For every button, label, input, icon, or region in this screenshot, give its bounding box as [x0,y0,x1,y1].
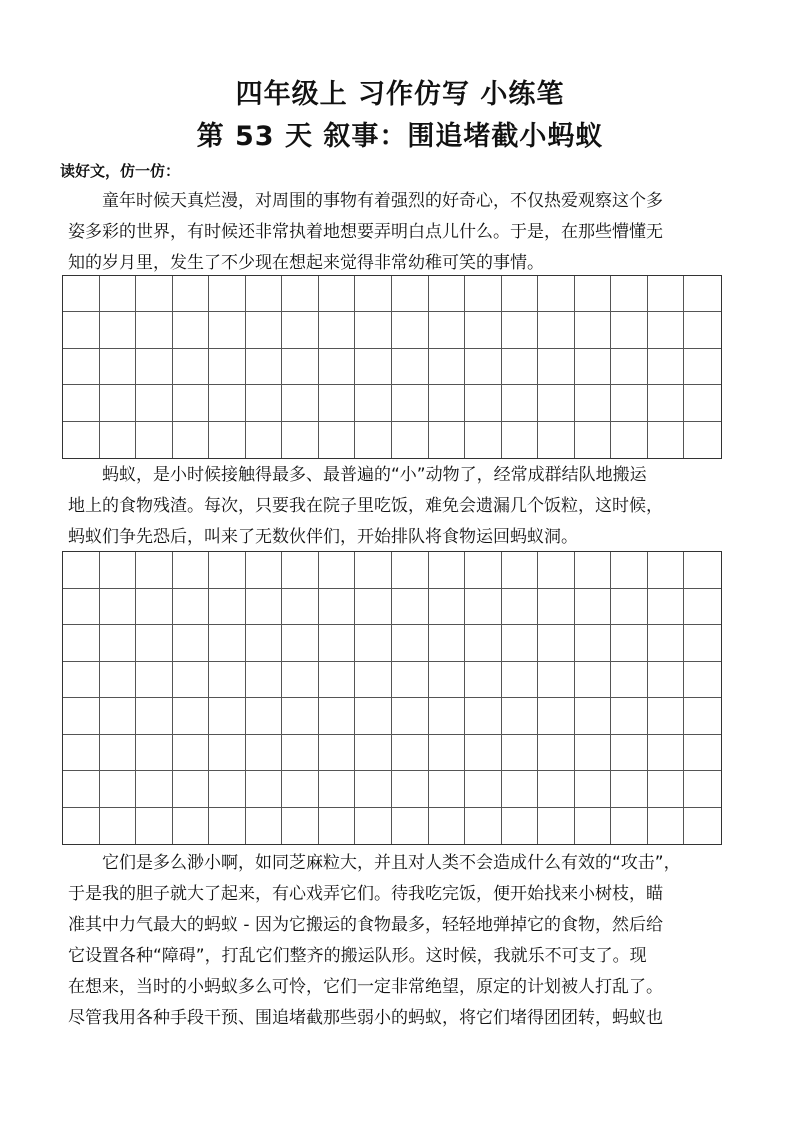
grid-cell[interactable] [246,385,283,421]
grid-cell[interactable] [648,422,685,458]
grid-cell[interactable] [173,771,210,808]
grid-cell[interactable] [63,552,100,589]
paragraph-line: 知的岁月里，发生了不少现在想起来觉得非常幼稚可笑的事情。 [68,253,544,273]
grid-cell[interactable] [502,422,539,458]
grid-cell[interactable] [465,698,502,735]
grid-cell[interactable] [611,625,648,662]
paragraph-line: 蚂蚁们争先恐后，叫来了无数伙伴们，开始排队将食物运回蚂蚁洞。 [68,527,578,547]
grid-cell[interactable] [684,422,721,458]
grid-cell[interactable] [63,422,100,458]
grid-cell[interactable] [173,312,210,348]
grid-cell[interactable] [684,625,721,662]
grid-cell[interactable] [465,771,502,808]
grid-cell[interactable] [63,276,100,312]
grid-cell[interactable] [392,662,429,699]
grid-cell[interactable] [502,552,539,589]
grid-cell[interactable] [611,312,648,348]
grid-cell[interactable] [100,735,137,772]
grid-cell[interactable] [100,312,137,348]
grid-cell[interactable] [684,276,721,312]
grid-cell[interactable] [502,735,539,772]
grid-cell[interactable] [173,698,210,735]
grid-cell[interactable] [173,552,210,589]
grid-cell[interactable] [282,698,319,735]
grid-cell[interactable] [282,589,319,626]
grid-cell[interactable] [648,589,685,626]
grid-cell[interactable] [355,422,392,458]
grid-cell[interactable] [429,698,466,735]
grid-cell[interactable] [502,589,539,626]
grid-cell[interactable] [502,385,539,421]
grid-cell[interactable] [684,349,721,385]
grid-cell[interactable] [319,312,356,348]
grid-cell[interactable] [392,771,429,808]
grid-cell[interactable] [648,552,685,589]
grid-cell[interactable] [684,698,721,735]
grid-cell[interactable] [465,589,502,626]
grid-cell[interactable] [429,552,466,589]
paragraph-line: 它们是多么渺小啊，如同芝麻粒大，并且对人类不会造成什么有效的“攻击”， [102,853,681,873]
grid-cell[interactable] [173,808,210,845]
grid-cell[interactable] [282,349,319,385]
paragraph-line: 在想来，当时的小蚂蚁多么可怜，它们一定非常绝望，原定的计划被人打乱了。 [68,977,663,997]
grid-cell[interactable] [575,349,612,385]
grid-cell[interactable] [282,385,319,421]
grid-cell[interactable] [173,625,210,662]
grid-cell[interactable] [465,385,502,421]
grid-cell[interactable] [611,349,648,385]
grid-cell[interactable] [538,698,575,735]
grid-cell[interactable] [355,385,392,421]
grid-cell[interactable] [648,662,685,699]
grid-cell[interactable] [136,735,173,772]
grid-cell[interactable] [63,625,100,662]
grid-cell[interactable] [465,276,502,312]
grid-cell[interactable] [611,808,648,845]
grid-cell[interactable] [502,808,539,845]
grid-cell[interactable] [355,771,392,808]
grid-cell[interactable] [648,735,685,772]
page-title: 四年级上 习作仿写 小练笔 [235,79,565,110]
grid-cell[interactable] [319,552,356,589]
grid-cell[interactable] [355,662,392,699]
grid-cell[interactable] [100,385,137,421]
grid-cell[interactable] [429,589,466,626]
grid-cell[interactable] [63,385,100,421]
grid-cell[interactable] [392,276,429,312]
grid-cell[interactable] [319,589,356,626]
grid-cell[interactable] [575,735,612,772]
grid-cell[interactable] [429,625,466,662]
grid-cell[interactable] [429,735,466,772]
grid-cell[interactable] [319,422,356,458]
grid-cell[interactable] [575,276,612,312]
grid-cell[interactable] [100,662,137,699]
grid-cell[interactable] [392,422,429,458]
grid-cell[interactable] [209,385,246,421]
grid-cell[interactable] [209,625,246,662]
grid-cell[interactable] [392,735,429,772]
grid-cell[interactable] [392,312,429,348]
grid-cell[interactable] [502,312,539,348]
grid-cell[interactable] [465,422,502,458]
grid-cell[interactable] [282,552,319,589]
grid-cell[interactable] [282,808,319,845]
grid-cell[interactable] [355,735,392,772]
grid-cell[interactable] [319,735,356,772]
grid-cell[interactable] [246,312,283,348]
grid-cell[interactable] [502,771,539,808]
grid-cell[interactable] [100,422,137,458]
grid-cell[interactable] [319,662,356,699]
paragraph-line: 尽管我用各种手段干预、围追堵截那些弱小的蚂蚁，将它们堵得团团转，蚂蚁也 [68,1008,663,1028]
grid-cell[interactable] [355,698,392,735]
grid-cell[interactable] [684,735,721,772]
section-label: 读好文，仿一仿： [60,162,181,180]
grid-cell[interactable] [355,312,392,348]
grid-cell[interactable] [538,385,575,421]
grid-cell[interactable] [136,698,173,735]
grid-cell[interactable] [209,552,246,589]
paragraph-line: 姿多彩的世界，有时候还非常执着地想要弄明白点儿什么。于是，在那些懵懂无 [68,222,663,242]
grid-cell[interactable] [209,771,246,808]
grid-cell[interactable] [319,771,356,808]
grid-cell[interactable] [575,625,612,662]
grid-cell[interactable] [282,276,319,312]
grid-cell[interactable] [246,589,283,626]
grid-cell[interactable] [355,808,392,845]
grid-cell[interactable] [282,771,319,808]
grid-cell[interactable] [319,349,356,385]
grid-cell[interactable] [136,385,173,421]
grid-cell[interactable] [136,771,173,808]
grid-cell[interactable] [429,312,466,348]
grid-cell[interactable] [538,662,575,699]
grid-cell[interactable] [648,698,685,735]
grid-cell[interactable] [282,662,319,699]
grid-cell[interactable] [63,698,100,735]
grid-cell[interactable] [173,422,210,458]
grid-cell[interactable] [502,698,539,735]
grid-cell[interactable] [209,808,246,845]
grid-cell[interactable] [465,349,502,385]
grid-cell[interactable] [209,276,246,312]
grid-cell[interactable] [246,662,283,699]
grid-cell[interactable] [465,312,502,348]
grid-cell[interactable] [684,589,721,626]
grid-cell[interactable] [246,625,283,662]
grid-cell[interactable] [611,276,648,312]
grid-cell[interactable] [282,422,319,458]
grid-cell[interactable] [611,385,648,421]
grid-cell[interactable] [173,276,210,312]
grid-cell[interactable] [575,385,612,421]
grid-cell[interactable] [538,771,575,808]
grid-cell[interactable] [538,625,575,662]
grid-cell[interactable] [648,385,685,421]
grid-cell[interactable] [465,808,502,845]
grid-cell[interactable] [502,349,539,385]
grid-cell[interactable] [648,771,685,808]
writing-grid-1[interactable] [62,275,722,459]
grid-cell[interactable] [136,552,173,589]
grid-cell[interactable] [209,422,246,458]
grid-cell[interactable] [611,771,648,808]
grid-cell[interactable] [173,735,210,772]
grid-cell[interactable] [648,276,685,312]
grid-cell[interactable] [246,552,283,589]
grid-cell[interactable] [246,698,283,735]
grid-cell[interactable] [648,349,685,385]
grid-cell[interactable] [100,625,137,662]
grid-cell[interactable] [575,771,612,808]
grid-cell[interactable] [355,625,392,662]
grid-cell[interactable] [209,662,246,699]
grid-cell[interactable] [100,276,137,312]
grid-cell[interactable] [355,589,392,626]
grid-cell[interactable] [136,625,173,662]
grid-cell[interactable] [538,276,575,312]
grid-cell[interactable] [246,808,283,845]
grid-cell[interactable] [429,662,466,699]
grid-cell[interactable] [319,276,356,312]
grid-cell[interactable] [465,735,502,772]
grid-cell[interactable] [392,349,429,385]
writing-grid-2[interactable] [62,551,722,845]
paragraph-line: 于是我的胆子就大了起来，有心戏弄它们。待我吃完饭，便开始找来小树枝，瞄 [68,884,663,904]
grid-cell[interactable] [63,735,100,772]
paragraph-1 [68,186,736,279]
grid-cell[interactable] [136,312,173,348]
grid-cell[interactable] [575,808,612,845]
grid-cell[interactable] [611,552,648,589]
grid-cell[interactable] [611,589,648,626]
grid-cell[interactable] [538,349,575,385]
grid-cell[interactable] [538,735,575,772]
grid-cell[interactable] [100,808,137,845]
grid-cell[interactable] [173,385,210,421]
paragraph-line: 准其中力气最大的蚂蚁 - 因为它搬运的食物最多，轻轻地弹掉它的食物，然后给 [68,915,663,935]
grid-cell[interactable] [538,552,575,589]
grid-cell[interactable] [611,422,648,458]
grid-cell[interactable] [209,735,246,772]
grid-cell[interactable] [648,808,685,845]
grid-cell[interactable] [538,808,575,845]
grid-cell[interactable] [684,312,721,348]
grid-cell[interactable] [319,385,356,421]
grid-cell[interactable] [63,662,100,699]
grid-cell[interactable] [575,312,612,348]
grid-cell[interactable] [63,589,100,626]
grid-cell[interactable] [136,662,173,699]
grid-cell[interactable] [429,422,466,458]
grid-cell[interactable] [538,422,575,458]
grid-cell[interactable] [392,625,429,662]
grid-cell[interactable] [575,552,612,589]
grid-cell[interactable] [575,698,612,735]
grid-cell[interactable] [173,589,210,626]
grid-cell[interactable] [100,552,137,589]
grid-cell[interactable] [246,735,283,772]
grid-cell[interactable] [392,808,429,845]
grid-cell[interactable] [100,349,137,385]
grid-cell[interactable] [429,808,466,845]
grid-cell[interactable] [648,625,685,662]
grid-cell[interactable] [173,349,210,385]
grid-cell[interactable] [136,349,173,385]
grid-cell[interactable] [648,312,685,348]
grid-cell[interactable] [319,808,356,845]
grid-cell[interactable] [429,349,466,385]
grid-cell[interactable] [429,771,466,808]
grid-cell[interactable] [246,349,283,385]
grid-cell[interactable] [538,312,575,348]
grid-cell[interactable] [392,552,429,589]
grid-cell[interactable] [502,276,539,312]
grid-cell[interactable] [684,771,721,808]
grid-cell[interactable] [319,698,356,735]
grid-cell[interactable] [100,771,137,808]
grid-cell[interactable] [100,698,137,735]
grid-cell[interactable] [611,698,648,735]
grid-cell[interactable] [246,771,283,808]
grid-cell[interactable] [465,662,502,699]
grid-cell[interactable] [282,312,319,348]
grid-cell[interactable] [355,276,392,312]
grid-cell[interactable] [63,312,100,348]
grid-cell[interactable] [538,589,575,626]
grid-cell[interactable] [282,625,319,662]
grid-cell[interactable] [319,625,356,662]
grid-cell[interactable] [282,735,319,772]
grid-cell[interactable] [209,312,246,348]
grid-cell[interactable] [465,552,502,589]
grid-cell[interactable] [209,349,246,385]
grid-cell[interactable] [246,422,283,458]
grid-cell[interactable] [355,349,392,385]
grid-cell[interactable] [684,385,721,421]
grid-cell[interactable] [136,589,173,626]
grid-cell[interactable] [392,589,429,626]
grid-cell[interactable] [355,552,392,589]
paragraph-line: 童年时候天真烂漫，对周围的事物有着强烈的好奇心，不仅热爱观察这个多 [102,191,663,211]
grid-cell[interactable] [684,552,721,589]
grid-cell[interactable] [209,589,246,626]
paragraph-3 [68,848,736,1034]
paragraph-line: 蚂蚁，是小时候接触得最多、最普遍的“小”动物了，经常成群结队地搬运 [102,465,647,485]
grid-cell[interactable] [209,698,246,735]
grid-cell[interactable] [465,625,502,662]
paragraph-2 [68,460,736,553]
grid-cell[interactable] [684,662,721,699]
grid-cell[interactable] [575,662,612,699]
grid-cell[interactable] [392,385,429,421]
grid-cell[interactable] [100,589,137,626]
grid-cell[interactable] [136,276,173,312]
grid-cell[interactable] [173,662,210,699]
grid-cell[interactable] [575,422,612,458]
grid-cell[interactable] [611,735,648,772]
grid-cell[interactable] [611,662,648,699]
paragraph-line: 它设置各种“障碍”，打乱它们整齐的搬运队形。这时候，我就乐不可支了。现 [68,946,647,966]
grid-cell[interactable] [63,349,100,385]
grid-cell[interactable] [136,422,173,458]
paragraph-line: 地上的食物残渣。每次，只要我在院子里吃饭，难免会遗漏几个饭粒，这时候， [68,496,663,516]
grid-cell[interactable] [429,276,466,312]
grid-cell[interactable] [502,662,539,699]
grid-cell[interactable] [575,589,612,626]
grid-cell[interactable] [63,808,100,845]
page-subtitle: 第 53 天 叙事：围追堵截小蚂蚁 [196,121,604,152]
grid-cell[interactable] [63,771,100,808]
grid-cell[interactable] [502,625,539,662]
grid-cell[interactable] [136,808,173,845]
grid-cell[interactable] [684,808,721,845]
grid-cell[interactable] [392,698,429,735]
grid-cell[interactable] [246,276,283,312]
grid-cell[interactable] [429,385,466,421]
